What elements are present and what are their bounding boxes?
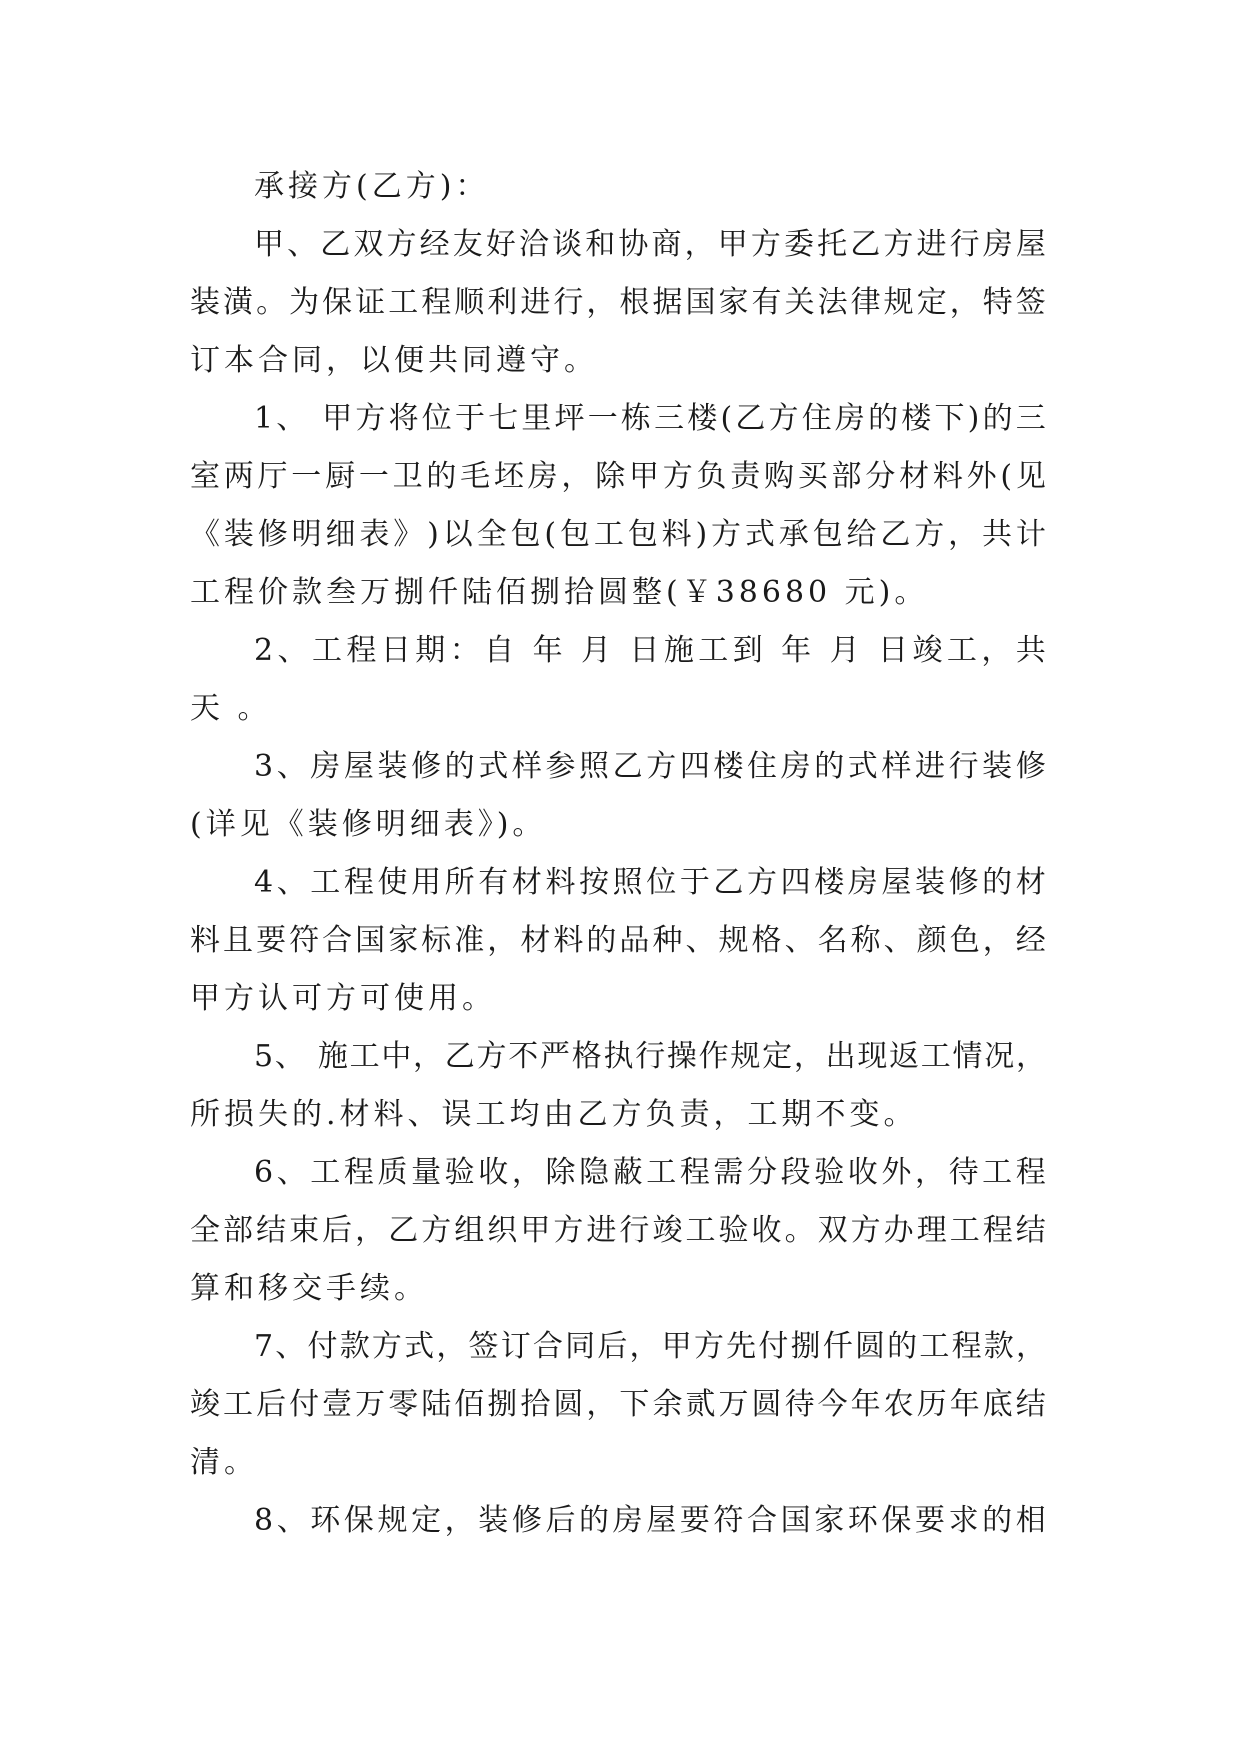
text-line: 算和移交手续。 bbox=[190, 1271, 428, 1306]
text-line: 2 、 工 程 日 期 ： 自 年 月 日 施 工 到 年 月 日 竣 工 ， 共 bbox=[254, 633, 1046, 668]
text-line: 《 装 修 明 细 表 》 ) 以 全 包 ( 包 工 包 料 ) 方 式 承 包 给 乙 方 ， 共 计 bbox=[190, 517, 1046, 552]
text-line: 工程价款叁万捌仟陆佰捌拾圆整(￥38680 元)。 bbox=[190, 575, 929, 610]
text-line: 室 两 厅 一 厨 一 卫 的 毛 坯 房 ， 除 甲 方 负 责 购 买 部 分 材 料 外 ( 见 bbox=[190, 459, 1046, 494]
text-line: 6 、 工 程 质 量 验 收 ， 除 隐 蔽 工 程 需 分 段 验 收 外 ， 待 工 程 bbox=[254, 1155, 1046, 1190]
text-line: 7 、 付 款 方 式 ， 签 订 合 同 后 ， 甲 方 先 付 捌 仟 圆 的 工 程 款 ， bbox=[254, 1329, 1046, 1364]
text-line: (详见《装修明细表》)。 bbox=[190, 807, 547, 842]
text-line: 承接方(乙方)： bbox=[254, 169, 490, 204]
text-line: 1 、 甲 方 将 位 于 七 里 坪 一 栋 三 楼 ( 乙 方 住 房 的 楼 下 ) 的 三 bbox=[254, 401, 1046, 436]
text-line: 8 、 环 保 规 定 ， 装 修 后 的 房 屋 要 符 合 国 家 环 保 要 求 的 相 bbox=[254, 1503, 1046, 1538]
text-line: 甲 、 乙 双 方 经 友 好 洽 谈 和 协 商 ， 甲 方 委 托 乙 方 进 行 房 屋 bbox=[254, 227, 1046, 262]
text-line: 所损失的.材料、误工均由乙方负责，工期不变。 bbox=[190, 1097, 918, 1132]
text-line: 3 、 房 屋 装 修 的 式 样 参 照 乙 方 四 楼 住 房 的 式 样 进 行 装 修 bbox=[254, 749, 1046, 784]
text-line: 清。 bbox=[190, 1445, 258, 1480]
text-line: 装 潢 。 为 保 证 工 程 顺 利 进 行 ， 根 据 国 家 有 关 法 律 规 定 ， 特 签 bbox=[190, 285, 1046, 320]
text-line: 5 、 施 工 中 ， 乙 方 不 严 格 执 行 操 作 规 定 ， 出 现 返 工 情 况 ， bbox=[254, 1039, 1046, 1074]
text-line: 4 、 工 程 使 用 所 有 材 料 按 照 位 于 乙 方 四 楼 房 屋 装 修 的 材 bbox=[254, 865, 1046, 900]
text-line: 订本合同，以便共同遵守。 bbox=[190, 343, 598, 378]
text-line: 全 部 结 束 后 ， 乙 方 组 织 甲 方 进 行 竣 工 验 收 。 双 方 办 理 工 程 结 bbox=[190, 1213, 1046, 1248]
text-line: 天 。 bbox=[190, 691, 272, 726]
text-line: 料 且 要 符 合 国 家 标 准 ， 材 料 的 品 种 、 规 格 、 名 称 、 颜 色 ， 经 bbox=[190, 923, 1046, 958]
contract-body bbox=[190, 158, 1046, 1550]
text-line: 甲方认可方可使用。 bbox=[190, 981, 496, 1016]
text-line: 竣 工 后 付 壹 万 零 陆 佰 捌 拾 圆 ， 下 余 贰 万 圆 待 今 年 农 历 年 底 结 bbox=[190, 1387, 1046, 1422]
